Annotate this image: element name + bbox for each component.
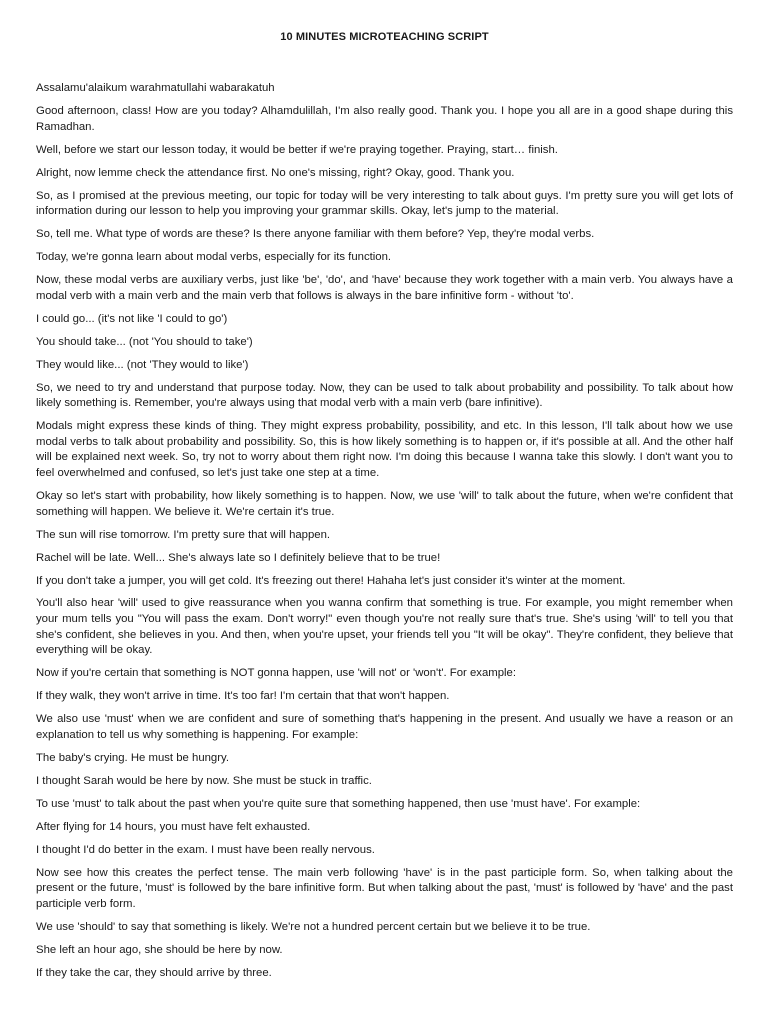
paragraph: So, we need to try and understand that purpose today. Now, they can be used to talk about probability and possibility. To talk about how likely something is. Remember, you're always using that modal verb with a main verb (bare infinitive).: [36, 381, 733, 410]
paragraph: Now, these modal verbs are auxiliary verbs, just like 'be', 'do', and 'have' because they work together with a main verb. You always have a modal verb with a main verb and the main verb that follows is always in the bare infinitive form - without 'to'.: [36, 274, 733, 302]
example-sentence: The sun will rise tomorrow. I'm pretty sure that will happen.: [36, 528, 331, 541]
document-title: 10 MINUTES MICROTEACHING SCRIPT: [280, 31, 489, 43]
paragraph: You'll also hear 'will' used to give reassurance when you wanna confirm that something is true. For example, you might remember when your mum tells you "You will pass the exam. Don't worry!" even though you're not really sure that's true. She's using 'will' to tell you that she's confident, she believes in you. And then, when you're upset, your friends tell you "It will be okay". They're confident, they believe that everything will be okay.: [36, 597, 733, 657]
example-sentence: If they take the car, they should arrive by three.: [36, 966, 272, 979]
paragraph: Now see how this creates the perfect tense. The main verb following 'have' is in the past participle form. So, when talking about the present or the future, 'must' is followed by the bare infinitive form. But when talking about the past, 'must' is followed by 'have' and the past participle verb form.: [36, 866, 733, 910]
example-sentence: After flying for 14 hours, you must have felt exhausted.: [36, 820, 311, 833]
example-sentence: She left an hour ago, she should be here by now.: [36, 943, 283, 956]
document-page: [36, 30, 733, 989]
example-sentence: If they walk, they won't arrive in time. It's too far! I'm certain that that won't happen.: [36, 690, 450, 703]
example-sentence: They would like... (not 'They would to like'): [36, 358, 249, 371]
paragraph: Good afternoon, class! How are you today? Alhamdulillah, I'm also really good. Thank you. I hope you all are in a good shape during this Ramadhan.: [36, 104, 733, 133]
example-sentence: If you don't take a jumper, you will get cold. It's freezing out there! Hahaha let's just consider it's winter at the moment.: [36, 574, 626, 587]
example-sentence: Rachel will be late. Well... She's always late so I definitely believe that to be true!: [36, 551, 441, 564]
paragraph: We also use 'must' when we are confident and sure of something that's happening in the present. And usually we have a reason or an explanation to tell us why something is happening. For example:: [36, 713, 733, 741]
example-sentence: I thought Sarah would be here by now. She must be stuck in traffic.: [36, 774, 372, 787]
paragraph: Now if you're certain that something is NOT gonna happen, use 'will not' or 'won't'. For example:: [36, 667, 517, 680]
example-sentence: The baby's crying. He must be hungry.: [36, 751, 229, 764]
example-sentence: I could go... (it's not like 'I could to go'): [36, 312, 228, 325]
paragraph: Okay so let's start with probability, how likely something is to happen. Now, we use 'will' to talk about the future, when we're confident that something will happen. We believe it. We're certain it's true.: [36, 489, 733, 518]
example-sentence: I thought I'd do better in the exam. I must have been really nervous.: [36, 843, 375, 856]
paragraph-greeting: Assalamu'alaikum warahmatullahi wabarakatuh: [36, 82, 275, 94]
paragraph: Today, we're gonna learn about modal verbs, especially for its function.: [36, 251, 392, 264]
paragraph: So, as I promised at the previous meeting, our topic for today will be very interesting to talk about guys. I'm pretty sure you will get lots of information during our lesson to help you improving your grammar skills. Okay, let's jump to the material.: [36, 189, 733, 218]
paragraph: To use 'must' to talk about the past when you're quite sure that something happened, then use 'must have'. For example:: [36, 797, 641, 810]
paragraph: We use 'should' to say that something is likely. We're not a hundred percent certain but we believe it to be true.: [36, 920, 591, 933]
paragraph: So, tell me. What type of words are these? Is there anyone familiar with them before? Yep, they're modal verbs.: [36, 228, 595, 241]
paragraph: Modals might express these kinds of thing. They might express probability, possibility, and etc. In this lesson, I'll talk about how we use modal verbs to talk about probability and possibility. So, this is how likely something is to happen or, if it's possible at all. And the other half will be explained next week. So, try not to worry about them right now. I'm doing this because I wanna take this slowly. I don't want you to feel overwhelmed and confused, so let's just take one step at a time.: [36, 420, 733, 479]
paragraph: Alright, now lemme check the attendance first. No one's missing, right? Okay, good. Thank you.: [36, 166, 515, 179]
paragraph: Well, before we start our lesson today, it would be better if we're praying together. Praying, start… finish.: [36, 143, 558, 156]
example-sentence: You should take... (not 'You should to take'): [36, 335, 253, 348]
